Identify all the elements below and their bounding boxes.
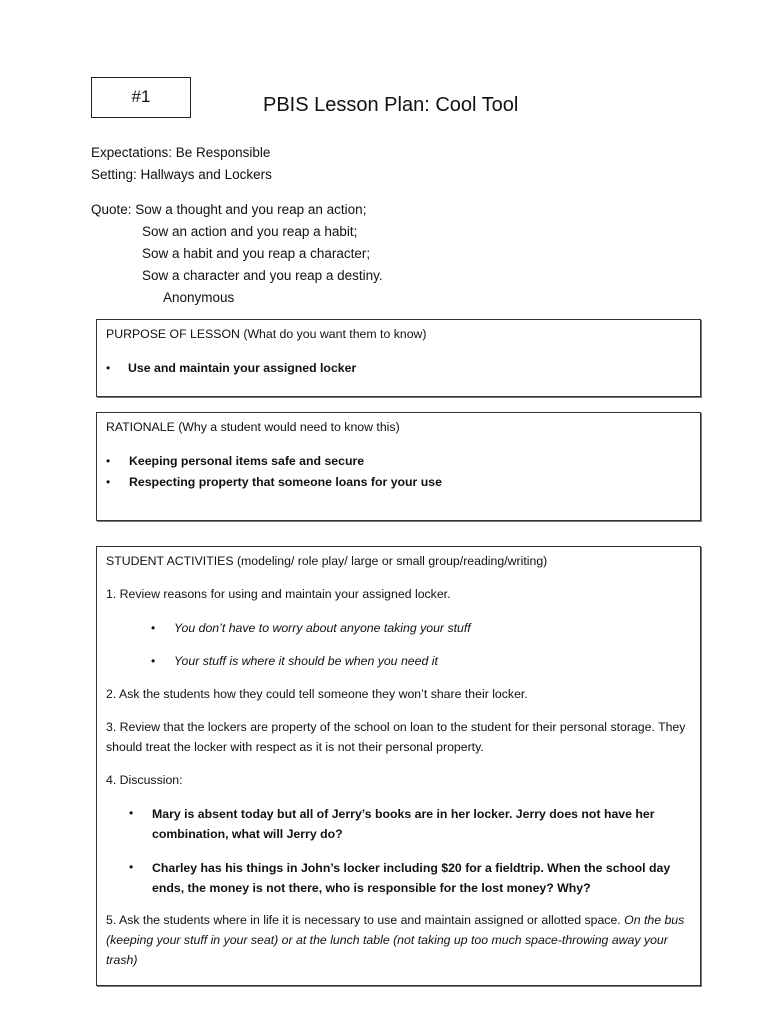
- page-title: PBIS Lesson Plan: Cool Tool: [263, 94, 519, 116]
- activity-step-3: 3. Review that the lockers are property of the school on loan to the student for their personal storage. They should treat the locker with respect as it is not their personal property.: [106, 720, 686, 754]
- bullet-icon: •: [106, 361, 111, 375]
- bullet-icon: •: [106, 454, 111, 468]
- expectations-line: Expectations: Be Responsible: [91, 145, 271, 160]
- bullet-icon: •: [129, 860, 134, 874]
- step1-bullet: Your stuff is where it should be when you need it: [174, 654, 438, 668]
- purpose-box: [96, 319, 701, 397]
- step1-bullet: You don’t have to worry about anyone taking your stuff: [174, 621, 471, 635]
- activities-box: [96, 546, 701, 986]
- activities-header: STUDENT ACTIVITIES (modeling/ role play/ large or small group/reading/writing): [106, 554, 548, 568]
- bullet-icon: •: [129, 806, 134, 820]
- discussion-item: Charley has his things in John’s locker including $20 for a fieldtrip. When the school day ends, the money is not there, who is responsible for the lost money? Why?: [152, 861, 671, 895]
- purpose-item: Use and maintain your assigned locker: [128, 361, 357, 375]
- step5-text: 5. Ask the students where in life it is necessary to use and maintain assigned or allotted space.: [106, 913, 625, 927]
- purpose-header: PURPOSE OF LESSON (What do you want them to know): [106, 327, 427, 341]
- quote-line-3: Sow a habit and you reap a character;: [142, 246, 371, 261]
- activity-step-5: [106, 910, 696, 970]
- quote-author: Anonymous: [163, 290, 235, 305]
- bullet-icon: •: [106, 475, 111, 489]
- activity-step-2: 2. Ask the students how they could tell someone they won’t share their locker.: [106, 687, 528, 701]
- quote-line-4: Sow a character and you reap a destiny.: [142, 268, 383, 283]
- rationale-item: Keeping personal items safe and secure: [129, 454, 365, 468]
- quote-line-1: Quote: Sow a thought and you reap an action;: [91, 202, 367, 217]
- lesson-number-box: [91, 77, 191, 118]
- setting-line: Setting: Hallways and Lockers: [91, 167, 272, 182]
- step5-italic: On the bus (keeping your stuff in your seat) or at the lunch table (not taking up too much space-throwing away your trash): [106, 913, 685, 967]
- bullet-icon: •: [151, 621, 156, 635]
- activity-step-1: 1. Review reasons for using and maintain your assigned locker.: [106, 587, 451, 601]
- activity-step-4: 4. Discussion:: [106, 773, 183, 787]
- rationale-box: [96, 412, 701, 521]
- rationale-header: RATIONALE (Why a student would need to know this): [106, 420, 400, 434]
- lesson-number: #1: [131, 87, 151, 106]
- bullet-icon: •: [151, 654, 156, 668]
- quote-line-2: Sow an action and you reap a habit;: [142, 224, 358, 239]
- discussion-item: Mary is absent today but all of Jerry’s books are in her locker. Jerry does not have her combination, what will Jerry do?: [152, 807, 655, 841]
- rationale-item: Respecting property that someone loans for your use: [129, 475, 442, 489]
